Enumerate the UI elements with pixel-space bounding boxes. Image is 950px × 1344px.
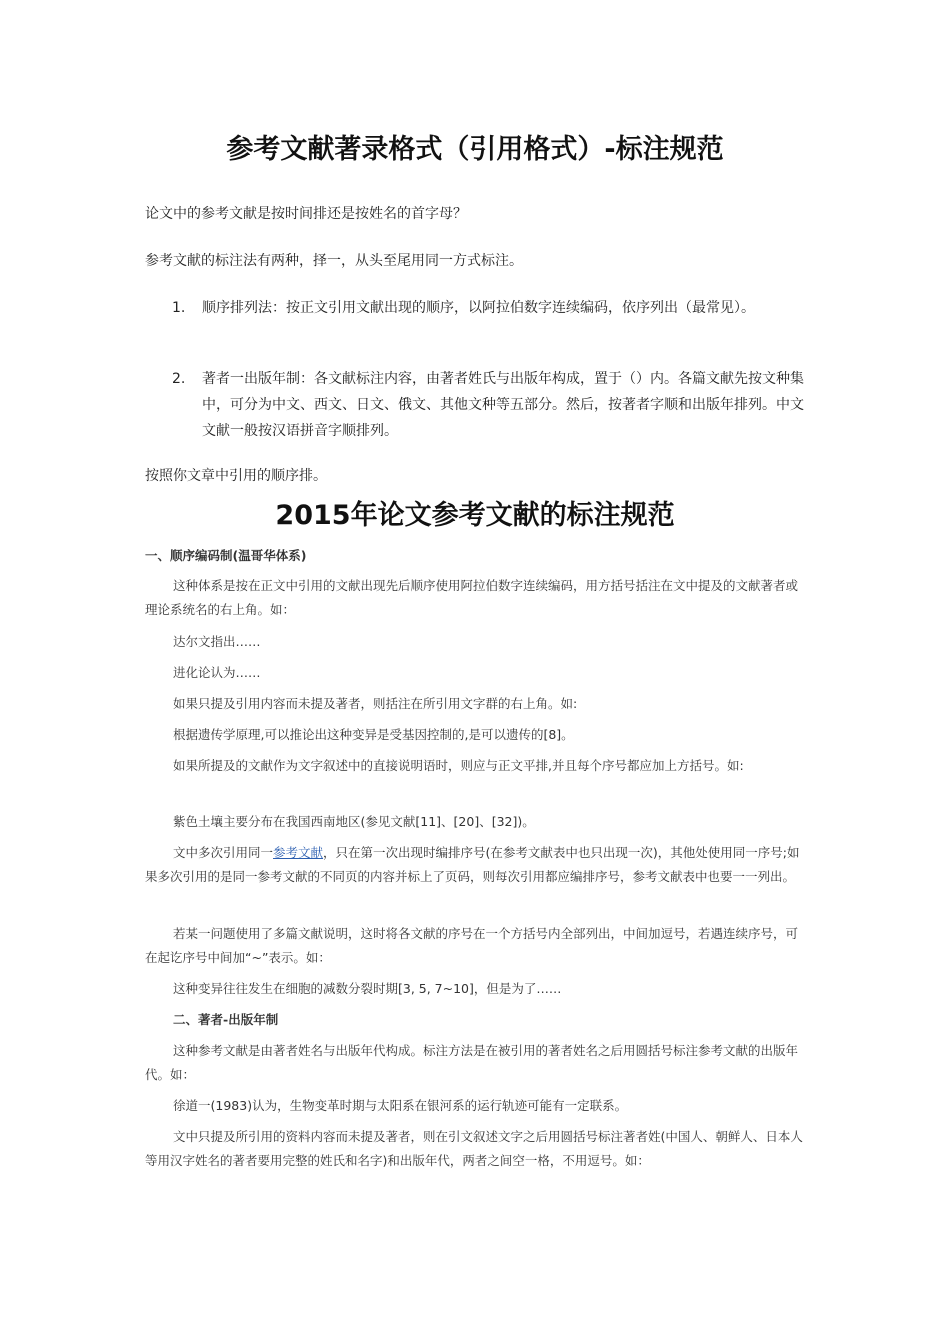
method-list — [172, 366, 812, 444]
outro-paragraph: 按照你文章中引用的顺序排。 — [145, 468, 327, 484]
paragraph: 文中只提及所引用的资料内容而未提及著者，则在引文叙述文字之后用圆括号标注著者姓(中国人、朝鲜人、日本人等用汉字姓名的著者要用完整的姓氏和名字)和出版年代，两者之间空一格，不用逗号。如： — [145, 1129, 803, 1168]
list-number: 2. — [172, 371, 186, 387]
intro-paragraph: 参考文献的标注法有两种，择一，从头至尾用同一方式标注。 — [145, 253, 523, 269]
reference-link[interactable]: 参考文献 — [273, 845, 324, 860]
example-text: 这种变异往往发生在细胞的减数分裂时期[3, 5, 7~10]，但是为了…… — [173, 981, 562, 996]
paragraph: 这种参考文献是由著者姓名与出版年代构成。标注方法是在被引用的著者姓名之后用圆括号标注参考文献的出版年代。如： — [145, 1043, 799, 1082]
example-text: 根据遗传学原理,可以推论出这种变异是受基因控制的,是可以遗传的[8]。 — [173, 727, 574, 742]
paragraph: 这种体系是按在正文中引用的文献出现先后顺序使用阿拉伯数字连续编码，用方括号括注在文中提及的文献著者或理论系统名的右上角。如： — [145, 578, 799, 617]
paragraph — [145, 841, 810, 889]
paragraph: 如果只提及引用内容而未提及著者，则括注在所引用文字群的右上角。如: — [173, 696, 578, 711]
intro-question: 论文中的参考文献是按时间排还是按姓名的首字母？ — [145, 206, 467, 222]
paragraph-text: 文中多次引用同一 — [173, 845, 274, 860]
list-text: 著者一出版年制：各文献标注内容，由著者姓氏与出版年构成，置于（）内。各篇文献先按文种集中，可分为中文、西文、日文、俄文、其他文种等五部分。然后，按著者字顺和出版年排列。中文文献一般按汉语拼音字顺排列。 — [202, 371, 804, 439]
document-title: 参考文献著录格式（引用格式）-标注规范 — [226, 134, 724, 165]
method-list — [172, 295, 812, 321]
example-text: 进化论认为…… — [173, 665, 261, 680]
list-item — [172, 295, 812, 321]
paragraph: 如果所提及的文献作为文字叙述中的直接说明语时，则应与正文平排,并且每个序号都应加上方括号。如: — [173, 758, 744, 773]
section-heading-1: 一、顺序编码制(温哥华体系) — [145, 548, 307, 563]
list-item — [172, 366, 812, 444]
paragraph: 若某一问题使用了多篇文献说明，这时将各文献的序号在一个方括号内全部列出，中间加逗号，若遇连续序号，可在起讫序号中间加“~”表示。如： — [145, 926, 799, 965]
list-text: 顺序排列法：按正文引用文献出现的顺序，以阿拉伯数字连续编码，依序列出（最常见）。 — [202, 300, 755, 316]
example-text: 徐道一(1983)认为，生物变革时期与太阳系在银河系的运行轨迹可能有一定联系。 — [173, 1098, 628, 1113]
section-heading-2: 二、著者-出版年制 — [173, 1012, 279, 1027]
list-number: 1. — [172, 300, 186, 316]
paragraph-text: ，只在第一次出现时编排序号(在参考文献表中也只出现一次)，其他处使用同一序号;如果多次引用的是同一参考文献的不同页的内容并标上了页码，则每次引用都应编排序号，参考文献表中也要一一列出。 — [145, 845, 800, 884]
example-text: 紫色土壤主要分布在我国西南地区(参见文献[11]、[20]、[32])。 — [173, 814, 535, 829]
section-title: 2015年论文参考文献的标注规范 — [275, 500, 675, 531]
example-text: 达尔文指出…… — [173, 634, 261, 649]
